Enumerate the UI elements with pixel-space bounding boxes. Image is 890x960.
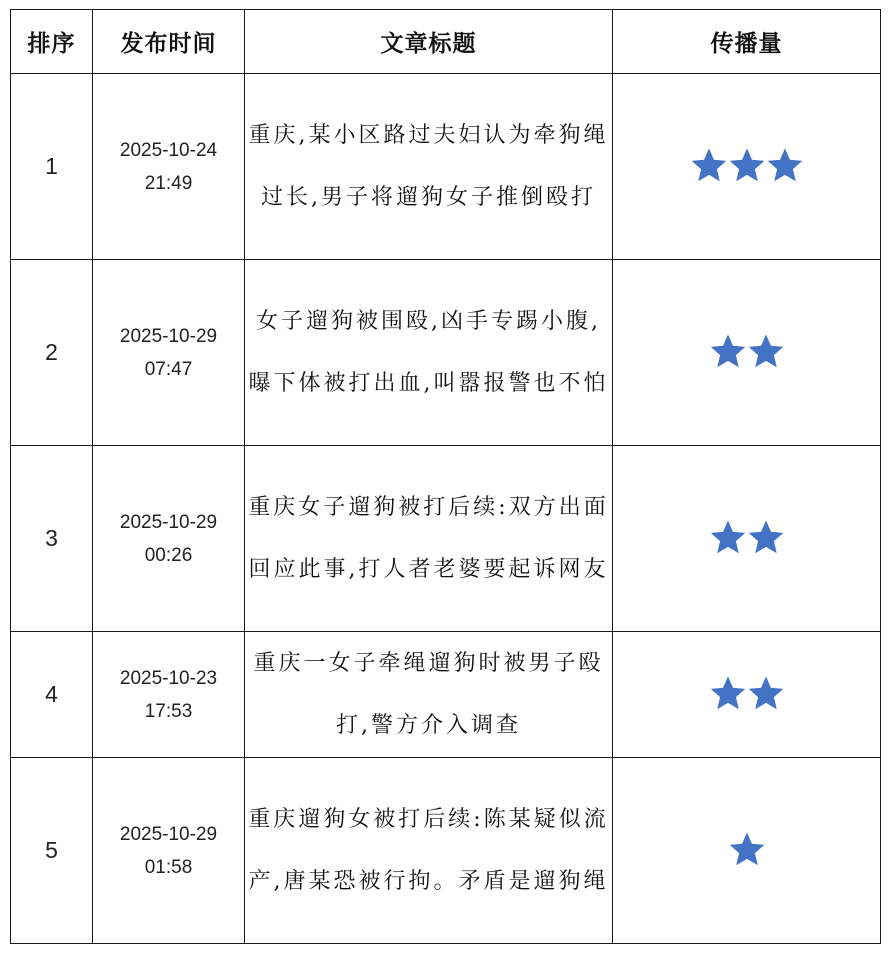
star-rating bbox=[709, 674, 785, 712]
star-icon bbox=[747, 518, 785, 556]
publish-clock: 17:53 bbox=[144, 700, 193, 722]
star-icon bbox=[728, 830, 766, 868]
star-rating bbox=[709, 332, 785, 370]
publish-clock: 21:49 bbox=[144, 172, 193, 194]
publish-date: 2025-10-24 bbox=[119, 139, 218, 161]
rank-cell: 4 bbox=[11, 632, 93, 758]
rank-cell: 5 bbox=[11, 758, 93, 944]
table-row bbox=[11, 260, 881, 446]
article-title-cell: 重庆一女子牵绳遛狗时被男子殴打,警方介入调查 bbox=[245, 632, 613, 758]
header-rank: 排序 bbox=[11, 10, 93, 74]
publish-time-cell bbox=[93, 74, 245, 260]
publish-date: 2025-10-29 bbox=[119, 823, 218, 845]
spread-cell bbox=[613, 632, 881, 758]
publish-date: 2025-10-29 bbox=[119, 325, 218, 347]
article-title-cell: 重庆女子遛狗被打后续:双方出面回应此事,打人者老婆要起诉网友 bbox=[245, 446, 613, 632]
article-title-cell: 女子遛狗被围殴,凶手专踢小腹,曝下体被打出血,叫嚣报警也不怕 bbox=[245, 260, 613, 446]
star-icon bbox=[747, 332, 785, 370]
spread-cell bbox=[613, 74, 881, 260]
publish-time-cell bbox=[93, 758, 245, 944]
rank-cell: 3 bbox=[11, 446, 93, 632]
table-row bbox=[11, 446, 881, 632]
header-row bbox=[11, 10, 881, 74]
publish-clock: 00:26 bbox=[144, 544, 193, 566]
star-rating bbox=[690, 146, 804, 184]
publish-clock: 01:58 bbox=[144, 856, 193, 878]
header-spread: 传播量 bbox=[613, 10, 881, 74]
publish-date: 2025-10-29 bbox=[119, 511, 218, 533]
table-row bbox=[11, 632, 881, 758]
table-row bbox=[11, 758, 881, 944]
spread-cell bbox=[613, 758, 881, 944]
star-icon bbox=[709, 674, 747, 712]
spread-cell bbox=[613, 260, 881, 446]
publish-time-cell bbox=[93, 260, 245, 446]
star-icon bbox=[709, 332, 747, 370]
header-publish-time: 发布时间 bbox=[93, 10, 245, 74]
article-title-cell: 重庆遛狗女被打后续:陈某疑似流产,唐某恐被行拘。矛盾是遛狗绳 bbox=[245, 758, 613, 944]
table-row bbox=[11, 74, 881, 260]
spread-cell bbox=[613, 446, 881, 632]
star-icon bbox=[728, 146, 766, 184]
rank-cell: 1 bbox=[11, 74, 93, 260]
star-icon bbox=[766, 146, 804, 184]
star-icon bbox=[747, 674, 785, 712]
publish-clock: 07:47 bbox=[144, 358, 193, 380]
publish-date: 2025-10-23 bbox=[119, 667, 218, 689]
ranking-table bbox=[10, 9, 881, 944]
article-title-cell: 重庆,某小区路过夫妇认为牵狗绳过长,男子将遛狗女子推倒殴打 bbox=[245, 74, 613, 260]
publish-time-cell bbox=[93, 446, 245, 632]
star-rating bbox=[709, 518, 785, 556]
star-icon bbox=[690, 146, 728, 184]
publish-time-cell bbox=[93, 632, 245, 758]
star-rating bbox=[728, 830, 766, 868]
star-icon bbox=[709, 518, 747, 556]
rank-cell: 2 bbox=[11, 260, 93, 446]
header-article-title: 文章标题 bbox=[245, 10, 613, 74]
